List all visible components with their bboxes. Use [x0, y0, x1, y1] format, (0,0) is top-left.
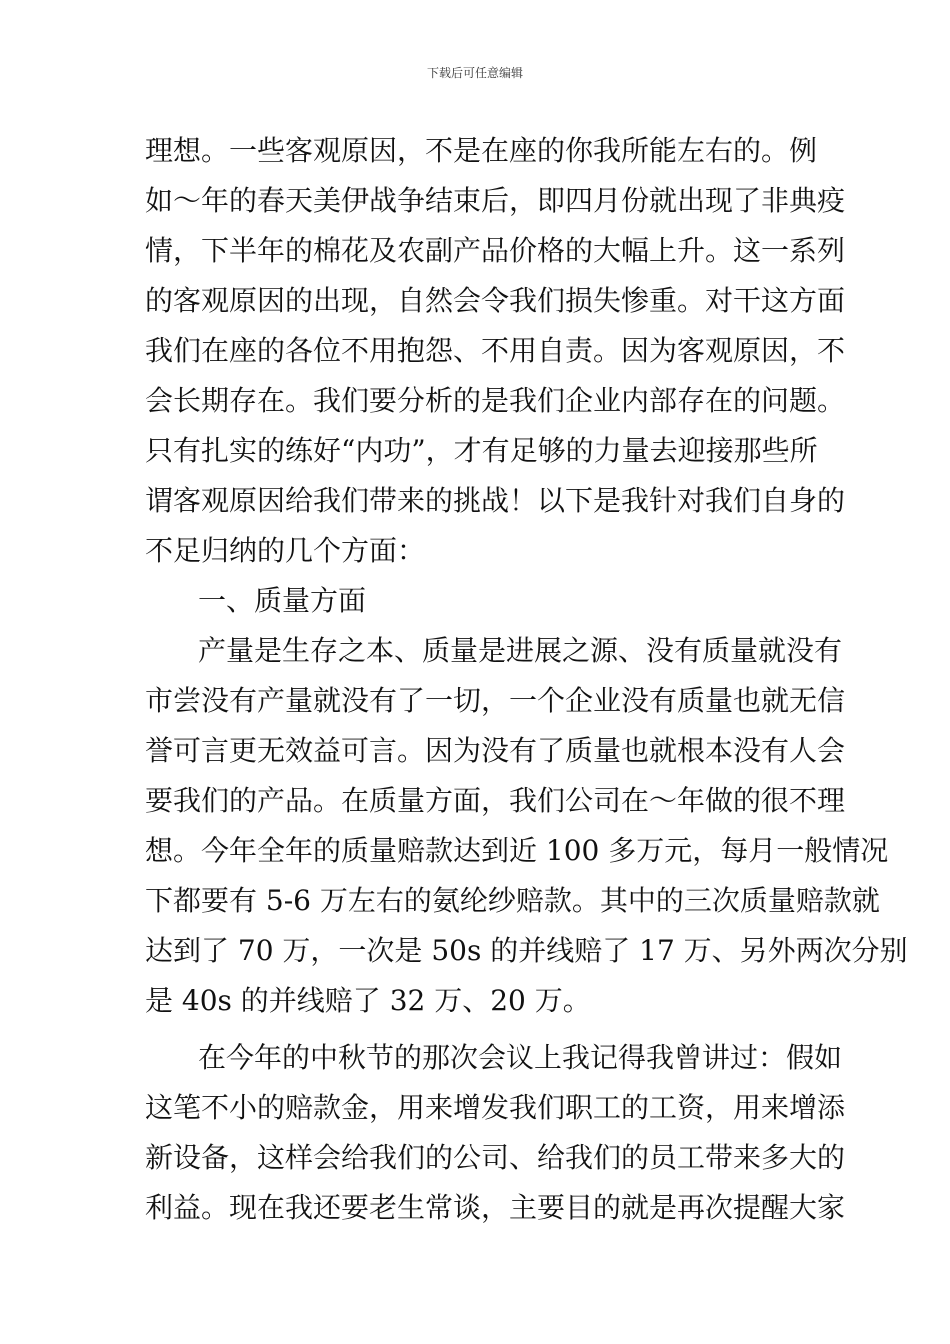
- text-line: 不足归纳的几个方面：: [145, 534, 426, 567]
- text-line: 谓客观原因给我们带来的挑战！以下是我针对我们自身的: [145, 484, 846, 517]
- text-line: 下都要有 5-6 万左右的氨纶纱赔款。其中的三次质量赔款就: [145, 884, 880, 917]
- text-line: 想。今年全年的质量赔款达到近 100 多万元，每月一般情况: [145, 834, 889, 867]
- text-line: 利益。现在我还要老生常谈，主要目的就是再次提醒大家: [145, 1191, 846, 1224]
- text-line: 如～年的春天美伊战争结束后，即四月份就出现了非典疫: [145, 184, 846, 217]
- text-line: 只有扎实的练好“内功”，才有足够的力量去迎接那些所: [145, 434, 818, 467]
- body-text: [145, 126, 908, 1233]
- text-line: 是 40s 的并线赔了 32 万、20 万。: [145, 984, 591, 1017]
- text-line: 新设备，这样会给我们的公司、给我们的员工带来多大的: [145, 1141, 846, 1174]
- text-line: 产量是生存之本、质量是进展之源、没有质量就没有: [198, 634, 843, 667]
- text-line: 市尝没有产量就没有了一切，一个企业没有质量也就无信: [145, 684, 846, 717]
- text-line: 在今年的中秋节的那次会议上我记得我曾讲过：假如: [198, 1041, 843, 1074]
- page-header: 下载后可任意编辑: [426, 66, 523, 80]
- text-line: 要我们的产品。在质量方面，我们公司在～年做的很不理: [145, 784, 846, 817]
- section-heading: 一、质量方面: [198, 584, 367, 617]
- text-line: 达到了 70 万，一次是 50s 的并线赔了 17 万、另外两次分别: [145, 934, 908, 967]
- text-line: 会长期存在。我们要分析的是我们企业内部存在的问题。: [145, 384, 846, 417]
- text-line: 誉可言更无效益可言。因为没有了质量也就根本没有人会: [145, 734, 846, 767]
- text-line: 我们在座的各位不用抱怨、不用自责。因为客观原因，不: [145, 334, 846, 367]
- text-line: 理想。一些客观原因，不是在座的你我所能左右的。例: [145, 134, 818, 167]
- text-line: 这笔不小的赔款金，用来增发我们职工的工资，用来增添: [145, 1091, 846, 1124]
- text-line: 情，下半年的棉花及农副产品价格的大幅上升。这一系列: [145, 234, 846, 267]
- text-line: 的客观原因的出现，自然会令我们损失惨重。对干这方面: [145, 284, 846, 317]
